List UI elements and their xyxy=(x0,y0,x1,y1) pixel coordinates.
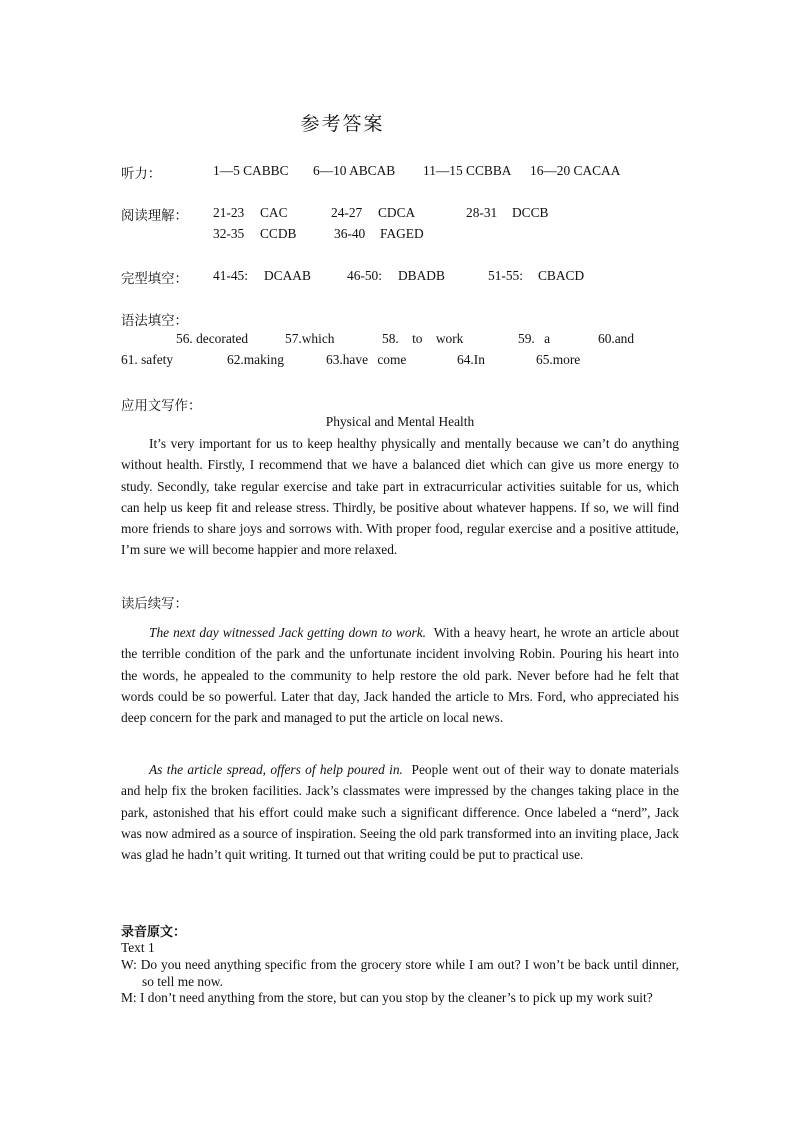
listening-label: 听力： xyxy=(121,166,162,181)
grammar-answer: 58. to work xyxy=(382,331,464,346)
listening-answer: 11—15 CCBBA xyxy=(423,163,512,178)
reading-answer: CCDB xyxy=(260,226,297,241)
continuation-label: 读后续写： xyxy=(121,596,188,611)
grammar-answer: 61. safety xyxy=(121,352,174,367)
cloze-range: 41-45: xyxy=(213,268,248,283)
reading-range: 32-35 xyxy=(213,226,245,241)
cloze-answer: DCAAB xyxy=(264,268,311,283)
grammar-answer: 57.which xyxy=(285,331,335,346)
cloze-label: 完型填空： xyxy=(121,271,188,286)
transcript-label: 录音原文： xyxy=(121,925,187,940)
grammar-answer: 62.making xyxy=(227,352,284,367)
paragraph-lead: The next day witnessed Jack getting down to work. xyxy=(149,625,427,640)
essay-body: It’s very important for us to keep healthy physically and mentally because we can’t do anything without health. Firstly, I recommend that we have a balanced diet which can give us more energy to study. Secondly, take regular exercise and take part in extracurricular activities suitable for us, which can help us keep fit and release stress. Thirdly, be positive about whatever happens. If so, we will find more friends to share joys and sorrows with. With proper food, regular exercise and a positive attitude, I’m sure we will become happier and more relaxed. xyxy=(121,436,679,558)
continuation-paragraph-2 xyxy=(121,759,679,865)
cloze-answer: CBACD xyxy=(538,268,585,283)
reading-answer: DCCB xyxy=(512,205,549,220)
grammar-label: 语法填空： xyxy=(121,313,188,328)
cloze-answer: DBADB xyxy=(398,268,445,283)
reading-label: 阅读理解： xyxy=(121,208,188,223)
grammar-answer: 59. a xyxy=(518,331,551,346)
grammar-answer: 63.have come xyxy=(326,352,407,367)
reading-answer: CAC xyxy=(260,205,288,220)
cloze-range: 46-50: xyxy=(347,268,382,283)
page-title: 参考答案 xyxy=(300,114,385,135)
dialogue-line: M: I don’t need anything from the store, but can you stop by the cleaner’s to pick up my work suit? xyxy=(121,990,653,1005)
listening-answer: 16—20 CACAA xyxy=(530,163,621,178)
grammar-answer: 64.In xyxy=(457,352,485,367)
transcript-text-label: Text 1 xyxy=(121,940,155,955)
essay-title: Physical and Mental Health xyxy=(325,414,475,429)
paragraph-body: People went out of their way to donate materials and help fix the broken facilities. Jack’s classmates were impressed by the changes taking place in the park, astonished that his effort could make such a significant difference. Once labeled a “nerd”, Jack was now admired as a source of inspiration. Seeing the old park transformed into an inviting place, Jack was glad he hadn’t quit writing. It turned out that writing could be put to practical use. xyxy=(121,762,679,863)
reading-answer: FAGED xyxy=(380,226,424,241)
dialogue-line: W: Do you need anything specific from the grocery store while I am out? I won’t be back until dinner, so tell me now. xyxy=(121,957,679,989)
listening-answer: 6—10 ABCAB xyxy=(313,163,396,178)
grammar-answer: 65.more xyxy=(536,352,581,367)
grammar-answer: 56. decorated xyxy=(176,331,249,346)
paragraph-body: With a heavy heart, he wrote an article about the terrible condition of the park and the unfortunate incident involving Robin. Pouring his heart into the words, he appealed to the community to help restore the old park. Never before had he felt that words could be so powerful. Later that day, Jack handed the article to Mrs. Ford, who appreciated his deep concern for the park and managed to put the article on local news. xyxy=(121,625,679,726)
reading-answer: CDCA xyxy=(378,205,416,220)
transcript-dialogue xyxy=(121,957,679,1007)
practical-writing-label: 应用文写作： xyxy=(121,398,202,413)
reading-range: 24-27 xyxy=(331,205,363,220)
reading-range: 28-31 xyxy=(466,205,498,220)
reading-range: 36-40 xyxy=(334,226,366,241)
listening-answer: 1—5 CABBC xyxy=(213,163,289,178)
grammar-answer: 60.and xyxy=(598,331,635,346)
paragraph-lead: As the article spread, offers of help poured in. xyxy=(149,762,403,777)
reading-range: 21-23 xyxy=(213,205,245,220)
continuation-paragraph-1 xyxy=(121,622,679,728)
cloze-range: 51-55: xyxy=(488,268,523,283)
